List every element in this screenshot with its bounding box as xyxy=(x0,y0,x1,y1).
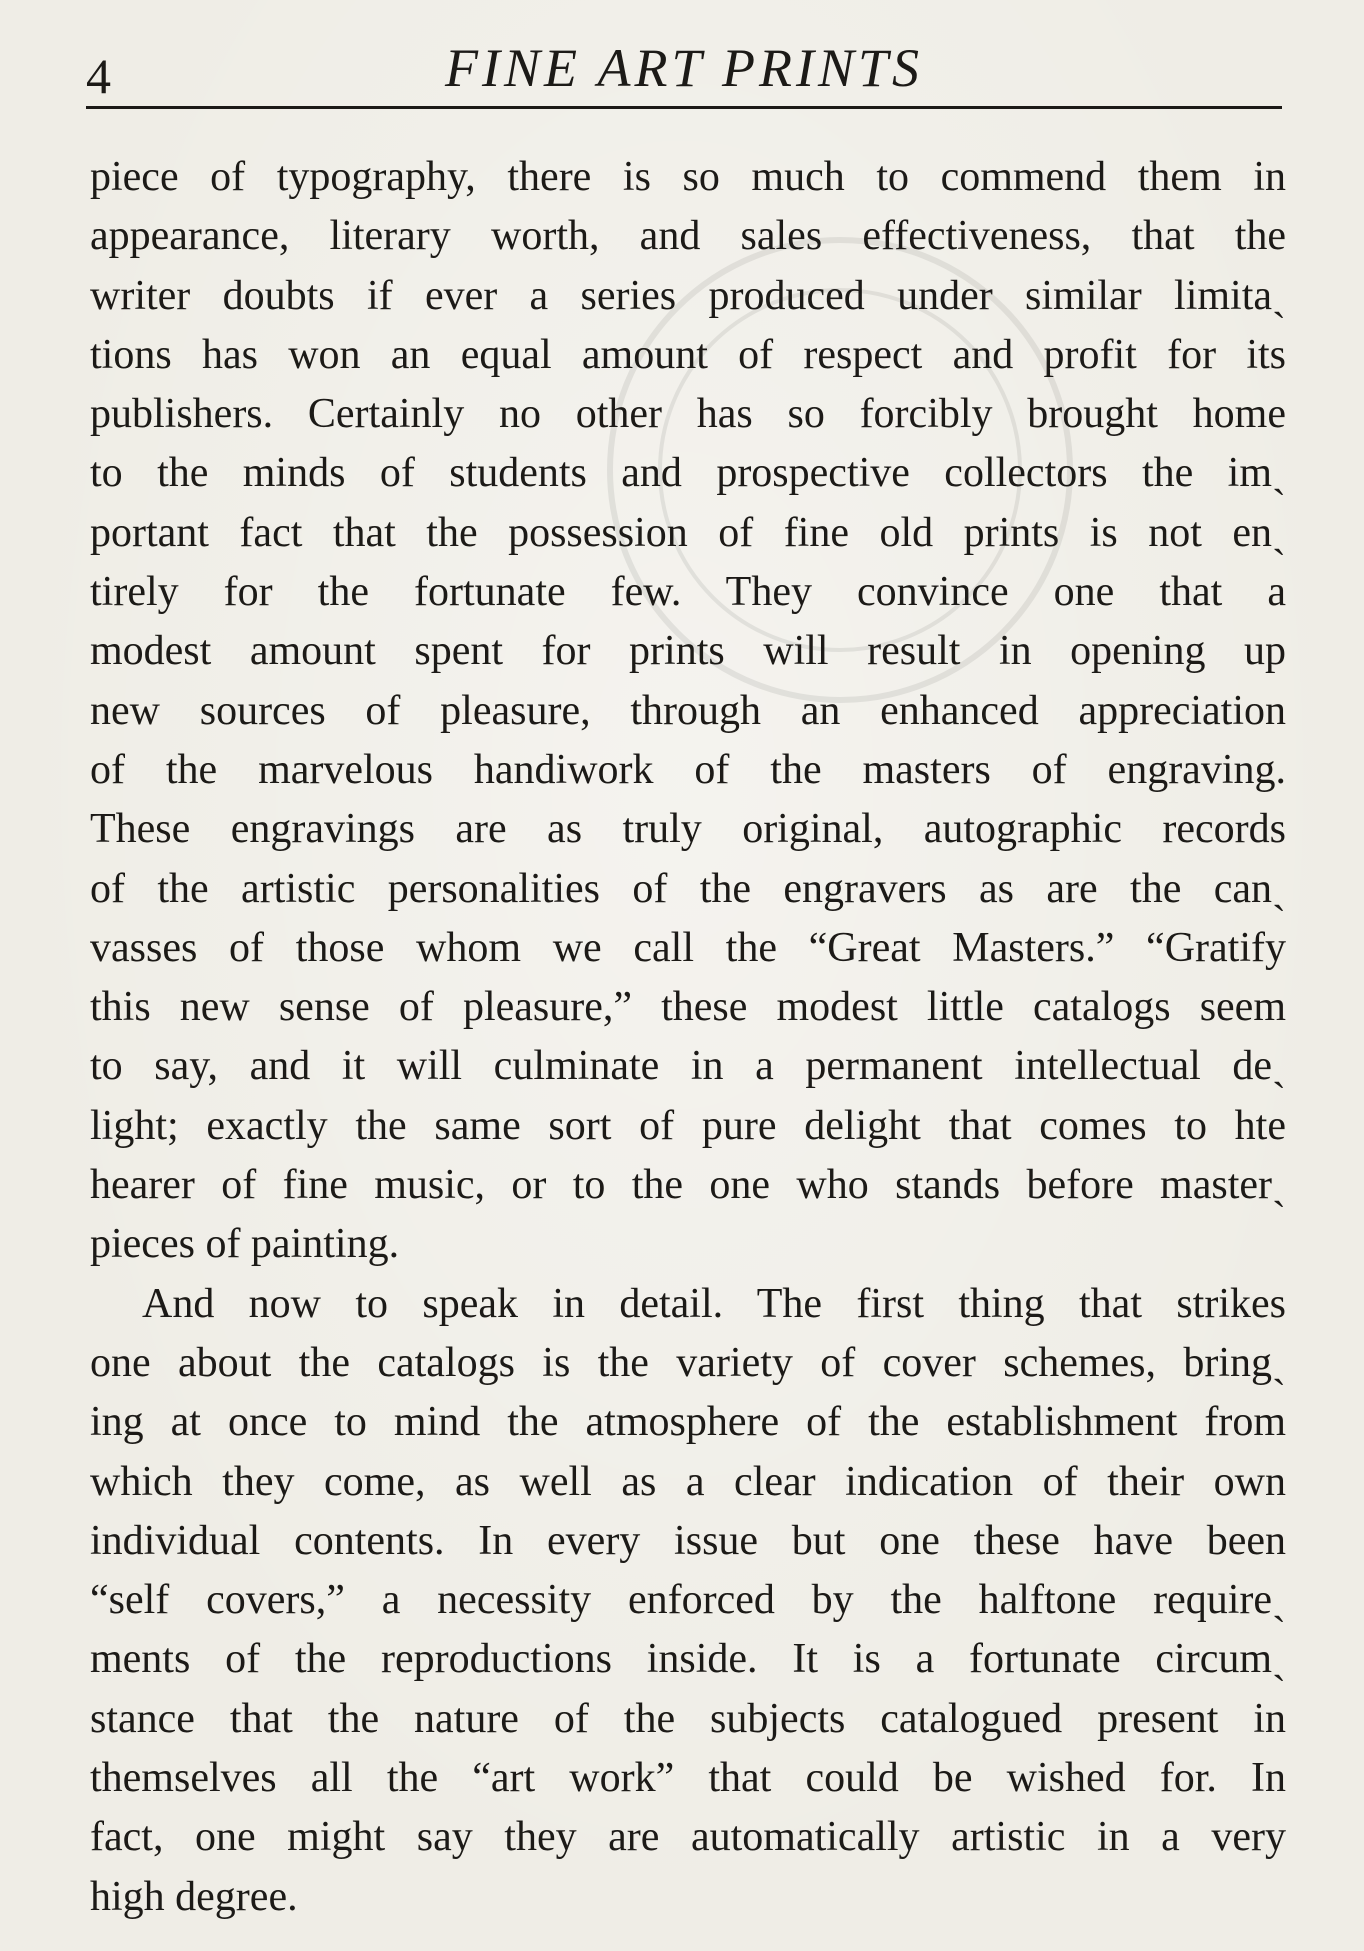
text-line: appearance, literary worth, and sales effectiveness, that the xyxy=(90,213,1286,260)
text-line: this new sense of pleasure,” these modest little catalogs seem xyxy=(90,984,1286,1031)
text-line: hearer of fine music, or to the one who stands before masterˏ xyxy=(90,1162,1286,1209)
text-line: ing at once to mind the atmosphere of the establishment from xyxy=(90,1399,1286,1446)
text-line: of the artistic personalities of the engravers as are the canˏ xyxy=(90,865,1286,912)
text-line: which they come, as well as a clear indication of their own xyxy=(90,1458,1286,1505)
text-line: tirely for the fortunate few. They convince one that a xyxy=(90,569,1286,616)
body-text xyxy=(90,148,1286,1927)
text-line: vasses of those whom we call the “Great Masters.” “Gratify xyxy=(90,924,1286,971)
text-line: modest amount spent for prints will result in opening up xyxy=(90,628,1286,675)
text-line: ments of the reproductions inside. It is a fortunate circumˏ xyxy=(90,1636,1286,1683)
text-line: stance that the nature of the subjects catalogued present in xyxy=(90,1695,1286,1742)
text-line: individual contents. In every issue but one these have been xyxy=(90,1517,1286,1564)
text-line: These engravings are as truly original, autographic records xyxy=(90,806,1286,853)
text-line: writer doubts if ever a series produced under similar limitaˏ xyxy=(90,272,1286,319)
text-line: to say, and it will culminate in a permanent intellectual deˏ xyxy=(90,1043,1286,1090)
text-line: portant fact that the possession of fine old prints is not enˏ xyxy=(90,509,1286,556)
page-number: 4 xyxy=(86,48,111,104)
text-line: one about the catalogs is the variety of cover schemes, bringˏ xyxy=(90,1339,1286,1386)
text-line: themselves all the “art work” that could be wished for. In xyxy=(90,1755,1286,1802)
text-line: piece of typography, there is so much to commend them in xyxy=(90,154,1286,200)
text-line: to the minds of students and prospective collectors the imˏ xyxy=(90,450,1286,497)
text-line: of the marvelous handiwork of the masters of engraving. xyxy=(90,746,1286,793)
text-line: high degree. xyxy=(90,1873,298,1920)
text-line: And now to speak in detail. The first thing that strikes xyxy=(142,1280,1286,1327)
running-title: FINE ART PRINTS xyxy=(444,38,924,98)
text-line: publishers. Certainly no other has so forcibly brought home xyxy=(90,391,1286,438)
page-header xyxy=(86,30,1282,109)
text-line: “self covers,” a necessity enforced by the halftone requireˏ xyxy=(90,1577,1286,1624)
text-line: light; exactly the same sort of pure delight that comes to hte xyxy=(90,1102,1286,1149)
text-line: tions has won an equal amount of respect and profit for its xyxy=(90,331,1286,378)
text-line: pieces of painting. xyxy=(90,1221,400,1268)
text-line: new sources of pleasure, through an enhanced appreciation xyxy=(90,687,1286,734)
text-line: fact, one might say they are automatically artistic in a very xyxy=(90,1814,1286,1861)
